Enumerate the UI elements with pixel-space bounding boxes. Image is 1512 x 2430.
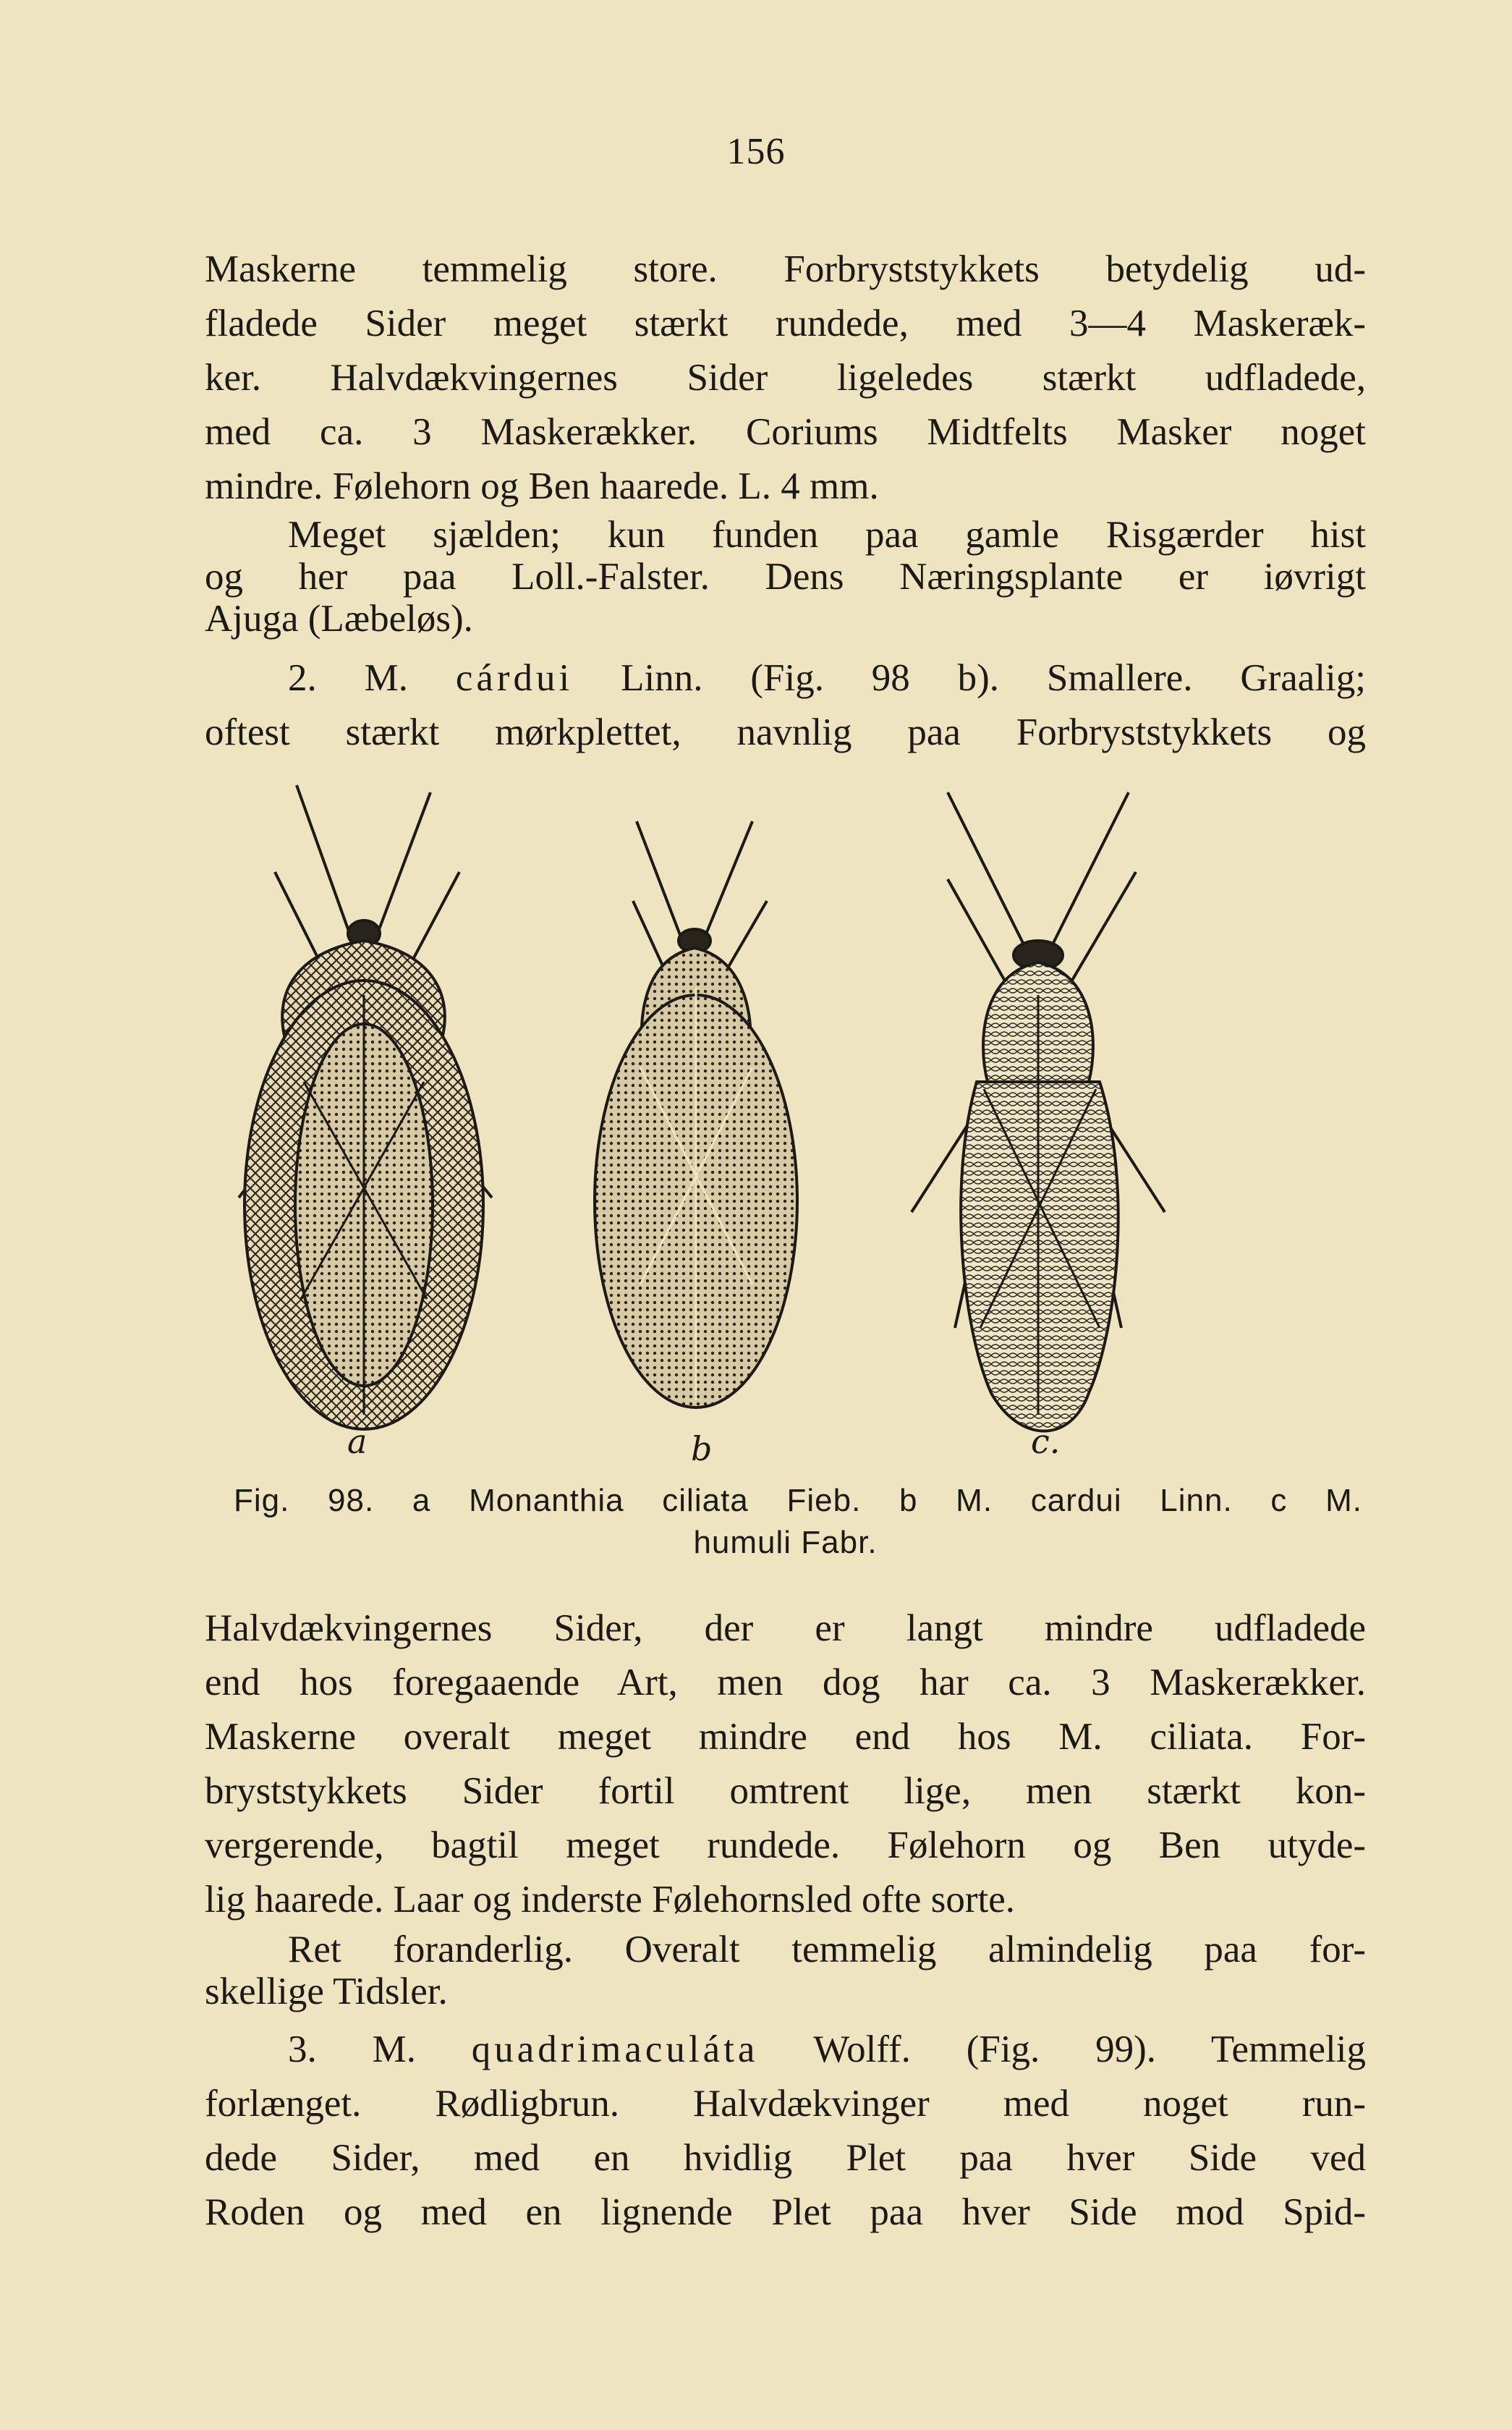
text-line: oftest stærkt mørkplettet, navnlig paa Forbryststykkets og <box>205 711 1366 753</box>
text-line: skellige Tidsler. <box>205 1970 448 2012</box>
text-line: ker. Halvdækvingernes Sider ligeledes stærkt udfladede, <box>205 357 1366 399</box>
text-line: fladede Sider meget stærkt rundede, med 3—4 Maskeræk- <box>205 302 1366 344</box>
text-line: Maskerne temmelig store. Forbryststykkets betydelig ud- <box>205 248 1366 290</box>
species-name: cárdui <box>455 657 574 699</box>
top-paragraph <box>205 242 1366 514</box>
species-2-paragraph <box>205 651 1366 760</box>
figure-98-illustration <box>210 778 1353 1473</box>
text-line: Meget sjælden; kun funden paa gamle Risgærder hist <box>288 514 1366 556</box>
text-line: Roden og med en lignende Plet paa hver Side mod Spid- <box>205 2191 1366 2233</box>
bug-b-drawing <box>595 821 797 1407</box>
habitat-paragraph-2 <box>205 1929 1366 2012</box>
species-number: 2. M. <box>288 657 408 699</box>
page-number: 156 <box>726 131 786 172</box>
text-line: bryststykkets Sider fortil omtrent lige, men stærkt kon- <box>205 1770 1366 1812</box>
species-3-heading-line <box>205 2023 1366 2077</box>
text-line: forlænget. Rødligbrun. Halvdækvinger med noget run- <box>205 2083 1366 2125</box>
text-line: mindre. Følehorn og Ben haarede. L. 4 mm. <box>205 465 879 507</box>
middle-paragraph <box>205 1601 1366 1927</box>
text-line: Maskerne overalt meget mindre end hos M. ciliata. For- <box>205 1716 1366 1758</box>
text-line: end hos foregaaende Art, men dog har ca. 3 Maskerækker. <box>205 1661 1366 1703</box>
habitat-paragraph-1 <box>205 514 1366 640</box>
species-3-paragraph <box>205 2023 1366 2240</box>
species-2-heading-line <box>205 651 1366 706</box>
bug-c-drawing <box>912 792 1165 1431</box>
bug-a-drawing <box>239 785 492 1429</box>
text-line: og her paa Loll.-Falster. Dens Næringsplante er iøvrigt <box>205 556 1366 598</box>
caption-line: humuli Fabr. <box>693 1525 878 1560</box>
text-line: med ca. 3 Maskerækker. Coriums Midtfelts Masker noget <box>205 411 1366 453</box>
figure-label-b: b <box>691 1429 713 1468</box>
figure-caption <box>205 1480 1366 1564</box>
species-description: Wolff. (Fig. 99). Temmelig <box>813 2028 1366 2070</box>
text-line: lig haarede. Laar og inderste Følehornsled ofte sorte. <box>205 1879 1015 1921</box>
figure-label-c: c. <box>1031 1422 1061 1461</box>
caption-line: Fig. 98. a Monanthia ciliata Fieb. b M. cardui Linn. c M. <box>234 1483 1362 1518</box>
figure-label-a: a <box>347 1422 368 1461</box>
text-line: dede Sider, med en hvidlig Plet paa hver Side ved <box>205 2137 1366 2179</box>
species-name: quadrimaculáta <box>471 2028 759 2070</box>
text-line: vergerende, bagtil meget rundede. Følehorn og Ben utyde- <box>205 1824 1366 1866</box>
species-description: Linn. (Fig. 98 b). Smallere. Graalig; <box>621 657 1367 699</box>
text-line: Ajuga (Læbeløs). <box>205 598 473 640</box>
text-line: Halvdækvingernes Sider, der er langt mindre udfladede <box>205 1607 1366 1649</box>
bug-illustrations <box>210 778 1353 1473</box>
species-number: 3. M. <box>288 2028 416 2070</box>
text-line: Ret foranderlig. Overalt temmelig almindelig paa for- <box>288 1929 1366 1970</box>
